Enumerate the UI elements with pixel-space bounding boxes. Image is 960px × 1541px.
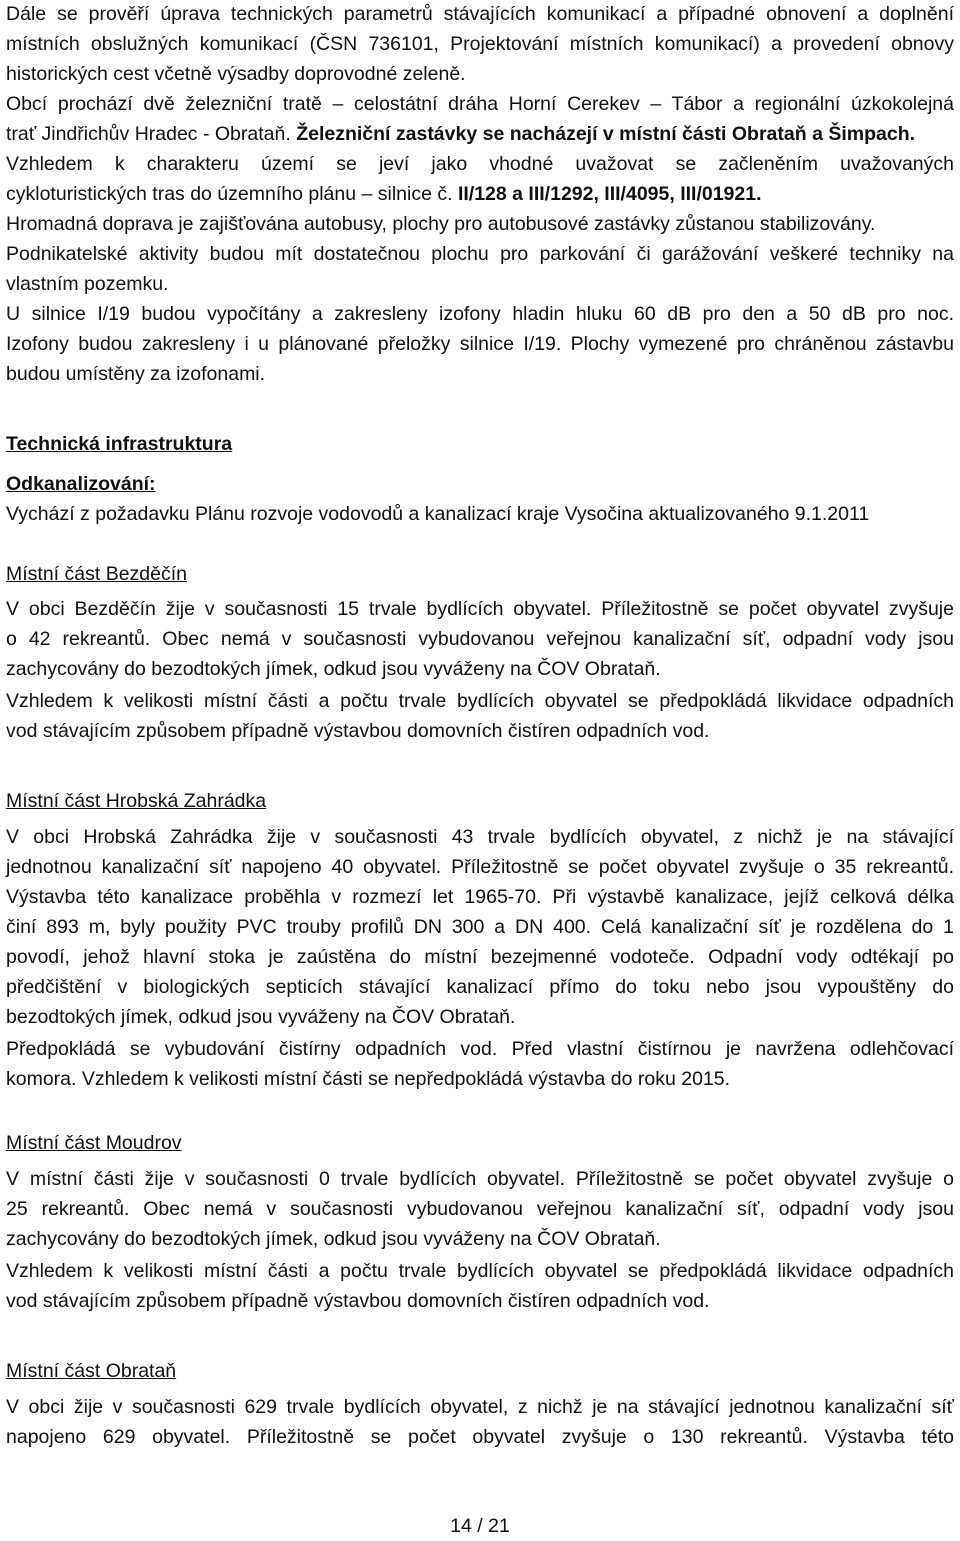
bold-text: Železniční zastávky se nacházejí v místní části Obrataň a Šimpach. bbox=[296, 123, 916, 145]
text-line: historických cest včetně výsadby doprovodné zeleně. bbox=[6, 63, 466, 85]
text-line: vod stávajícím způsobem případně výstavbou domovních čistíren odpadních vod. bbox=[6, 1290, 710, 1312]
text-line: V obci Bezděčín žije v současnosti 15 trvale bydlících obyvatel. Příležitostně se počet obyvatel zvyšuje bbox=[6, 598, 954, 620]
text-line: předčištění v biologických septicích stávající kanalizací přímo do toku nebo jsou vypouštěny do bbox=[6, 976, 954, 998]
text-line: U silnice I/19 budou vypočítány a zakresleny izofony hladin hluku 60 dB pro den a 50 dB pro noc. bbox=[6, 303, 954, 325]
text-line: Obcí prochází dvě železniční tratě – celostátní dráha Horní Cerekev – Tábor a regionální úzkokolejná bbox=[6, 93, 954, 115]
subsection-heading: Odkanalizování: bbox=[6, 473, 156, 495]
text-line: místních obslužných komunikací (ČSN 736101, Projektování místních komunikací) a provedení obnovy bbox=[6, 33, 954, 55]
text-line: zachycovány do bezodtokých jímek, odkud jsou vyváženy na ČOV Obrataň. bbox=[6, 1228, 661, 1250]
locality-heading: Místní část Obrataň bbox=[6, 1360, 177, 1382]
locality-heading: Místní část Moudrov bbox=[6, 1132, 182, 1154]
text-line: Vzhledem k velikosti místní části a počtu trvale bydlících obyvatel se předpokládá likvidace odpadních bbox=[6, 1260, 954, 1282]
text-line: o 42 rekreantů. Obec nemá v současnosti vybudovanou veřejnou kanalizační síť, odpadní vody jsou bbox=[6, 628, 954, 650]
page-number: 14 / 21 bbox=[450, 1515, 510, 1537]
text-line: komora. Vzhledem k velikosti místní části se nepředpokládá výstavba do roku 2015. bbox=[6, 1068, 731, 1090]
text-line: činí 893 m, byly použity PVC trouby profilů DN 300 a DN 400. Celá kanalizační síť je rozdělena do 1 bbox=[6, 916, 954, 938]
text-line: Dále se prověří úprava technických parametrů stávajících komunikací a případné obnovení a doplnění bbox=[6, 3, 954, 25]
text-line: Předpokládá se vybudování čistírny odpadních vod. Před vlastní čistírnou je navržena odlehčovací bbox=[6, 1038, 954, 1060]
text-line: V obci Hrobská Zahrádka žije v současnosti 43 trvale bydlících obyvatel, z nichž je na stávající bbox=[6, 826, 954, 848]
text-line: jednotnou kanalizační síť napojeno 40 obyvatel. Příležitostně se počet obyvatel zvyšuje o 35 rekreantů. bbox=[6, 856, 954, 878]
text-line: Vzhledem k velikosti místní části a počtu trvale bydlících obyvatel se předpokládá likvidace odpadních bbox=[6, 690, 954, 712]
text-line: budou umístěny za izofonami. bbox=[6, 363, 266, 385]
locality-heading: Místní část Hrobská Zahrádka bbox=[6, 790, 267, 812]
text-line: Vzhledem k charakteru území se jeví jako vhodné uvažovat se začleněním uvažovaných bbox=[6, 153, 954, 175]
text-line: Vychází z požadavku Plánu rozvoje vodovodů a kanalizací kraje Vysočina aktualizovaného 9.1.2011 bbox=[6, 503, 870, 525]
text-line bbox=[6, 119, 915, 149]
bold-text: II/128 a III/1292, III/4095, III/01921. bbox=[457, 183, 762, 205]
text-line: Izofony budou zakresleny i u plánované přeložky silnice I/19. Plochy vymezené pro chráněnou zástavbu bbox=[6, 333, 954, 355]
locality-heading: Místní část Bezděčín bbox=[6, 563, 187, 585]
text-line: 25 rekreantů. Obec nemá v současnosti vybudovanou veřejnou kanalizační síť, odpadní vody jsou bbox=[6, 1198, 954, 1220]
text-line: Podnikatelské aktivity budou mít dostatečnou plochu pro parkování či garážování veškeré techniky na bbox=[6, 243, 954, 265]
text-line: bezodtokých jímek, odkud jsou vyváženy na ČOV Obrataň. bbox=[6, 1006, 516, 1028]
text-line: V místní části žije v současnosti 0 trvale bydlících obyvatel. Příležitostně se počet obyvatel zvyšuje o bbox=[6, 1168, 954, 1190]
text-line bbox=[6, 179, 762, 209]
text-line: vod stávajícím způsobem případně výstavbou domovních čistíren odpadních vod. bbox=[6, 720, 710, 742]
text-span: trať Jindřichův Hradec - Obrataň. bbox=[6, 123, 297, 145]
text-line: povodí, jehož hlavní stoka je zaústěna do místní bezejmenné vodoteče. Odpadní vody odtékají po bbox=[6, 946, 954, 968]
section-heading: Technická infrastruktura bbox=[6, 433, 233, 455]
text-line: Hromadná doprava je zajišťována autobusy, plochy pro autobusové zastávky zůstanou stabilizovány. bbox=[6, 213, 876, 235]
text-line: vlastním pozemku. bbox=[6, 273, 169, 295]
text-span: cykloturistických tras do územního plánu – silnice č. bbox=[6, 183, 458, 205]
text-line: napojeno 629 obyvatel. Příležitostně se počet obyvatel zvyšuje o 130 rekreantů. Výstavba této bbox=[6, 1426, 954, 1448]
text-line: V obci žije v současnosti 629 trvale bydlících obyvatel, z nichž je na stávající jednotnou kanalizační síť bbox=[6, 1396, 954, 1418]
text-line: Výstavba této kanalizace proběhla v rozmezí let 1965-70. Při výstavbě kanalizace, jejíž celková délka bbox=[6, 886, 954, 908]
text-line: zachycovány do bezodtokých jímek, odkud jsou vyváženy na ČOV Obrataň. bbox=[6, 658, 661, 680]
